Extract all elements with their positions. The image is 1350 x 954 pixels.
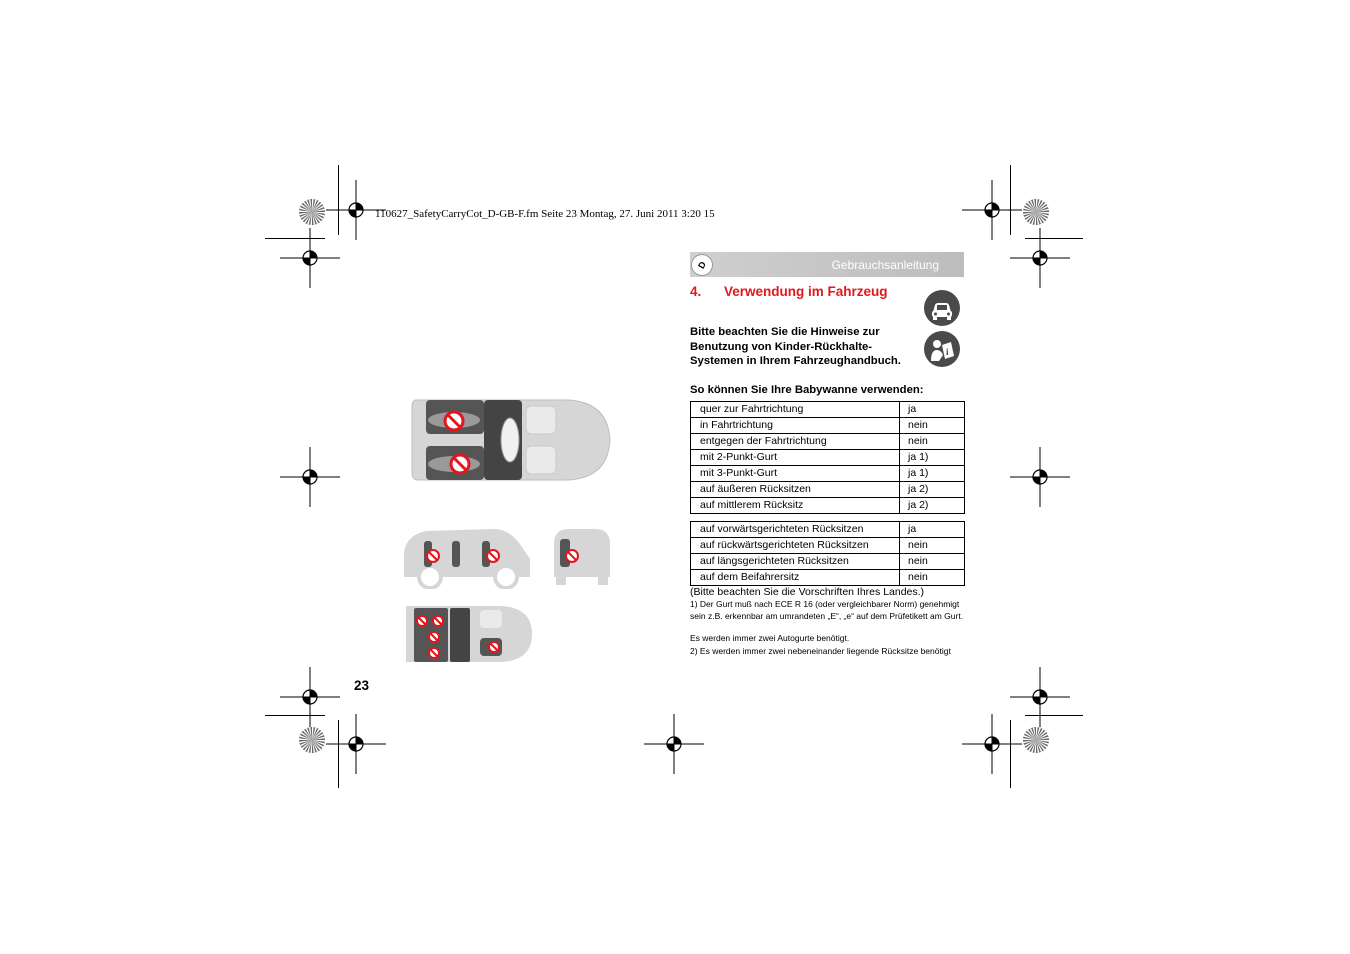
option-label: auf mittlerem Rücksitz xyxy=(691,498,900,514)
prohibited-sign-icon xyxy=(433,616,443,626)
option-label: auf dem Beifahrersitz xyxy=(691,570,900,586)
table-row xyxy=(691,402,965,418)
registration-target-icon xyxy=(280,228,340,288)
option-value: nein xyxy=(900,554,965,570)
registration-target-icon xyxy=(1010,447,1070,507)
crop-mark-line xyxy=(1010,720,1011,788)
crop-mark-line xyxy=(265,715,325,716)
option-value: ja xyxy=(900,522,965,538)
prohibited-sign-icon xyxy=(417,616,427,626)
prohibited-sign-icon xyxy=(429,648,439,658)
option-value: ja 2) xyxy=(900,482,965,498)
country-note: (Bitte beachten Sie die Vorschriften Ihres Landes.) xyxy=(690,586,925,598)
option-label: quer zur Fahrtrichtung xyxy=(691,402,900,418)
registration-star-icon xyxy=(298,198,326,226)
option-value: ja 1) xyxy=(900,450,965,466)
option-value: ja 2) xyxy=(900,498,965,514)
crop-mark-line xyxy=(265,238,325,239)
option-value: ja 1) xyxy=(900,466,965,482)
svg-text:i: i xyxy=(946,347,949,357)
table-row xyxy=(691,418,965,434)
crop-mark-line xyxy=(338,165,339,235)
registration-star-icon xyxy=(298,726,326,754)
footnote-2: 2) Es werden immer zwei nebeneinander liegende Rücksitze benötigt xyxy=(690,646,951,656)
car-top-view-illustration xyxy=(408,394,613,486)
option-label: in Fahrtrichtung xyxy=(691,418,900,434)
prohibited-sign-icon xyxy=(451,455,469,473)
usage-heading: So können Sie Ihre Babywanne verwenden: xyxy=(690,384,924,396)
footnote-1b: Es werden immer zwei Autogurte benötigt. xyxy=(690,633,850,643)
section-title-text: Verwendung im Fahrzeug xyxy=(724,284,888,299)
registration-star-icon xyxy=(1022,198,1050,226)
table-row xyxy=(691,554,965,570)
banner-label: Gebrauchsanleitung xyxy=(831,258,939,272)
prohibited-sign-icon xyxy=(566,550,578,562)
crop-mark-line xyxy=(1010,165,1011,235)
option-value: nein xyxy=(900,538,965,554)
car-rear-view-illustration xyxy=(550,527,612,589)
table-row xyxy=(691,466,965,482)
crop-mark-line xyxy=(1025,715,1083,716)
car-front-icon xyxy=(924,290,960,326)
table-row xyxy=(691,538,965,554)
registration-target-icon xyxy=(280,447,340,507)
car-side-view-illustration xyxy=(402,527,532,589)
registration-target-icon xyxy=(644,714,704,774)
table-row xyxy=(691,570,965,586)
prohibited-sign-icon xyxy=(487,550,499,562)
section-title xyxy=(690,284,888,299)
registration-target-icon xyxy=(326,714,386,774)
table-row xyxy=(691,498,965,514)
table-row xyxy=(691,450,965,466)
usage-table-2 xyxy=(690,521,965,586)
table-row xyxy=(691,434,965,450)
section-number: 4. xyxy=(690,284,702,299)
registration-target-icon xyxy=(962,714,1022,774)
prohibited-sign-icon xyxy=(445,412,463,430)
crop-mark-line xyxy=(338,720,339,788)
table-row xyxy=(691,482,965,498)
crop-mark-line xyxy=(1025,238,1083,239)
van-top-view-illustration xyxy=(402,604,534,664)
option-value: nein xyxy=(900,418,965,434)
page-number: 23 xyxy=(354,678,370,693)
prohibited-sign-icon xyxy=(429,632,439,642)
option-label: auf längsgerichteten Rücksitzen xyxy=(691,554,900,570)
footnote-1: 1) Der Gurt muß nach ECE R 16 (oder vergleichbarer Norm) genehmigt sein z.B. erkennbar am umrandeten „E“, „e“ auf dem Prüfetikett am Gurt. xyxy=(690,599,964,621)
option-value: ja xyxy=(900,402,965,418)
registration-target-icon xyxy=(1010,228,1070,288)
reading-manual-icon xyxy=(924,331,960,367)
table-row xyxy=(691,522,965,538)
prohibited-sign-icon xyxy=(489,642,499,652)
option-value: nein xyxy=(900,570,965,586)
option-label: auf äußeren Rücksitzen xyxy=(691,482,900,498)
option-label: entgegen der Fahrtrichtung xyxy=(691,434,900,450)
section-banner xyxy=(690,252,964,277)
registration-star-icon xyxy=(1022,726,1050,754)
option-label: auf rückwärtsgerichteten Rücksitzen xyxy=(691,538,900,554)
prohibited-sign-icon xyxy=(427,550,439,562)
intro-text: Bitte beachten Sie die Hinweise zur Benutzung von Kinder-Rückhalte-Systemen in Ihrem Fahrzeughandbuch. xyxy=(690,326,901,367)
option-label: mit 3-Punkt-Gurt xyxy=(691,466,900,482)
usage-table-1 xyxy=(690,401,965,514)
option-label: mit 2-Punkt-Gurt xyxy=(691,450,900,466)
print-header: 110627_SafetyCarryCot_D-GB-F.fm Seite 23 Montag, 27. Juni 2011 3:20 15 xyxy=(375,208,715,220)
language-badge: D xyxy=(687,250,717,280)
option-value: nein xyxy=(900,434,965,450)
option-label: auf vorwärtsgerichteten Rücksitzen xyxy=(691,522,900,538)
